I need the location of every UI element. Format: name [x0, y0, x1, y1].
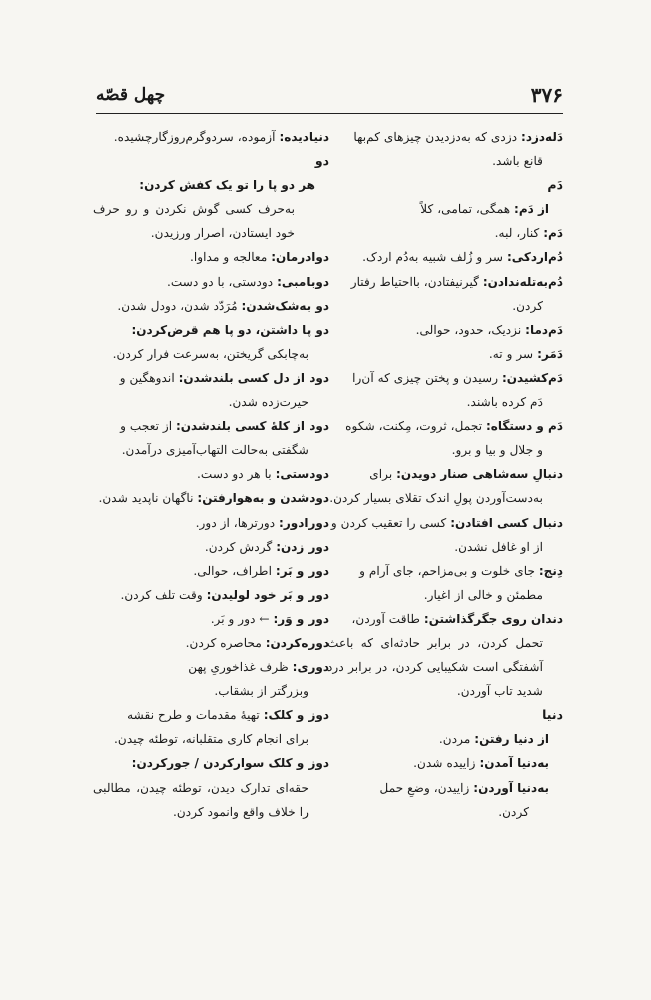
entry-headword: دَم:: [543, 226, 563, 241]
dictionary-entry: [93, 631, 329, 655]
entry-headword: دودشدن و به‌هوارفتن:: [197, 491, 329, 506]
dictionary-entry: [93, 559, 329, 583]
page-number: ۳۷۶: [530, 83, 563, 107]
entry-definition: دودستی، با دو دست.: [166, 274, 278, 289]
dictionary-entry: [93, 270, 329, 294]
entry-headword: دُم‌به‌تله‌ندادن:: [482, 274, 563, 289]
dictionary-entry: [93, 486, 329, 510]
right-column: [327, 125, 563, 824]
entry-headword: دور و وَر:: [273, 611, 329, 626]
entry-definition: تجمل، ثروت، مِکنت، شکوه: [345, 419, 486, 434]
entry-definition: مُرَدّد شدن، دودل شدن.: [117, 298, 242, 313]
dictionary-entry: [93, 607, 329, 631]
entry-headword: دو به‌شک‌شدن:: [241, 298, 329, 313]
entry-headword: دنبالِ سه‌شاهی صنار دویدن:: [396, 467, 563, 482]
dictionary-entry: [93, 366, 329, 414]
dictionary-entry: [327, 318, 563, 342]
entry-definition: ← دور و بَر.: [210, 611, 274, 626]
dictionary-entry: [93, 414, 329, 462]
dictionary-entry: [327, 197, 563, 221]
entry-definition: آزموده، سردوگرم‌روزگارچشیده.: [113, 130, 280, 144]
entry-definition: نزدیک، حدود، حوالی.: [415, 322, 526, 337]
dictionary-entry: [93, 535, 329, 559]
entry-definition: اطراف، حوالی.: [193, 563, 276, 578]
entry-definition: ظرف غذاخوریِ پهن: [188, 660, 293, 675]
dictionary-entry: [327, 414, 563, 462]
dictionary-entry: [327, 511, 563, 559]
dictionary-entry: [327, 751, 563, 775]
entry-definition: معالجه و مداوا.: [190, 250, 272, 265]
dictionary-entry: [93, 173, 329, 245]
dictionary-entry: [93, 511, 329, 535]
entry-definition: دزدی که به‌دزدیدن چیزهای کم‌بها: [353, 130, 522, 144]
dictionary-entry: [93, 245, 329, 269]
entry-headword: دوادرمان:: [271, 250, 329, 265]
entry-definition-continued: مطمئن و خالی از اغیار.: [423, 587, 543, 602]
entry-headword: از دَم:: [514, 202, 549, 217]
dictionary-entry: [327, 776, 563, 824]
entry-definition-continued: وبزرگتر از بشقاب.: [214, 684, 309, 699]
entry-definition-continued: حقه‌ای تدارک دیدن، توطئه چیدن، مطالبی را خلاف واقع وانمود کردن.: [93, 780, 309, 819]
entry-headword: دنبال کسی افتادن:: [450, 515, 563, 530]
entry-definition-continued: دَم کرده باشند.: [466, 395, 543, 410]
entry-definition: زاییدن، وضعِ حمل: [379, 780, 474, 795]
section-heading: دو: [314, 153, 329, 169]
entry-definition: طاقت آوردن،: [351, 611, 424, 626]
entry-definition: اندوهگین و: [119, 370, 179, 385]
entry-definition: با هر دو دست.: [197, 467, 276, 482]
entry-definition-continued: به‌چابکی گریختن، به‌سرعت فرار کردن.: [112, 346, 309, 361]
entry-headword: دودستی:: [275, 467, 329, 482]
entry-headword: دود از کلهٔ کسی بلندشدن:: [176, 419, 329, 434]
page-header: [96, 80, 563, 110]
dictionary-entry: [327, 125, 563, 173]
entry-definition: سر و ته.: [488, 346, 538, 361]
entry-definition-continued: برای انجام کاری متقلبانه، توطئه چیدن.: [114, 732, 309, 747]
entry-headword: دور زدن:: [276, 539, 329, 554]
entry-definition: مردن.: [438, 732, 475, 747]
entry-headword: دور و بَر خود لولیدن:: [206, 587, 329, 602]
entry-headword: به‌دنیا آمدن:: [479, 756, 549, 771]
entry-headword: دور و بَر:: [275, 563, 329, 578]
entry-headword: دوری:: [292, 660, 329, 675]
dictionary-entry: [327, 245, 563, 269]
entry-headword: دَمَر:: [537, 346, 563, 361]
entry-definition: گردش کردن.: [204, 539, 277, 554]
entry-headword: دنیادیده:: [279, 130, 329, 144]
entry-definition: برای: [369, 467, 397, 482]
running-title: چهل قصّه: [96, 85, 166, 105]
entry-headword: دُم‌اردکی:: [506, 250, 563, 265]
dictionary-entry: [327, 607, 563, 703]
entry-definition-continued: شگفتی به‌حالت التهاب‌آمیزی درآمدن.: [121, 443, 309, 458]
entry-definition: سر و زُلف شبیه به‌دُم اردک.: [362, 250, 507, 265]
entry-definition-continued: حیرت‌زده شدن.: [228, 395, 309, 410]
entry-headword: از دنیا رفتن:: [474, 732, 549, 747]
entry-definition: کسی را تعقیب کردن و: [330, 515, 451, 530]
dictionary-entry: [327, 727, 563, 751]
entry-definition: محاصره کردن.: [185, 635, 266, 650]
entry-definition: ناگهان ناپدید شدن.: [98, 491, 198, 506]
dictionary-entry: [93, 318, 329, 366]
dictionary-entry: [93, 462, 329, 486]
entry-definition-continued: کردن.: [498, 804, 529, 819]
entry-definition-continued: تحمل کردن، در برابر حادثه‌ای که باعث آشفتگی است شکیبایی کردن، در برابر درد شدید تاب آوردن.: [327, 635, 543, 699]
dictionary-entry: [93, 583, 329, 607]
dictionary-entry: [93, 294, 329, 318]
dictionary-entry: [93, 655, 329, 703]
header-rule: [96, 113, 563, 114]
entry-headword: دو پا داشتن، دو پا هم قرض‌کردن:: [131, 322, 329, 337]
entry-headword: دود از دل کسی بلندشدن:: [178, 370, 329, 385]
entry-definition-continued: کردن.: [512, 298, 543, 313]
entry-headword: دَم‌دما:: [525, 322, 563, 337]
dictionary-entry: [327, 221, 563, 245]
dictionary-entry: [93, 703, 329, 751]
entry-headword: به‌دنیا آوردن:: [473, 780, 549, 795]
section-heading: دنیا: [542, 707, 563, 723]
entry-definition: کنار، لبه.: [494, 226, 544, 241]
dictionary-entry: [93, 751, 329, 823]
dictionary-entry: [93, 125, 329, 149]
dictionary-entry: [327, 559, 563, 607]
entry-definition-continued: به‌حرف کسی گوش نکردن و رو حرف خود ایستادن، اصرار ورزیدن.: [93, 202, 295, 241]
entry-headword: دوبامبی:: [277, 274, 329, 289]
section-heading: دَم: [547, 177, 563, 193]
entry-definition-continued: قانع باشد.: [492, 154, 543, 169]
dictionary-entry: [327, 342, 563, 366]
entry-definition: همگی، تمامی، کلاً: [420, 202, 515, 217]
entry-headword: دوز و کلک:: [263, 708, 329, 723]
entry-headword: دَم و دستگاه:: [486, 419, 563, 434]
entry-definition-continued: به‌دست‌آوردن پولِ اندک تقلای بسیار کردن.: [329, 491, 543, 506]
entry-headword: هر دو پا را تو یک کفش کردن:: [139, 178, 315, 193]
entry-definition: جای خلوت و بی‌مزاحم، جای آرام و: [359, 563, 539, 578]
entry-definition: رسیدن و پختن چیزی که آن‌را: [352, 370, 502, 385]
entry-definition: زاییده شدن.: [413, 756, 480, 771]
entry-definition: گیرنیفتادن، بااحتیاط رفتار: [350, 274, 483, 289]
entry-definition-continued: و جلال و بیا و برو.: [451, 443, 543, 458]
dictionary-entry: [327, 366, 563, 414]
entry-headword: دَله‌دزد:: [521, 130, 563, 144]
entry-headword: دِنج:: [538, 563, 563, 578]
entry-definition: دورترها، از دور.: [195, 515, 280, 530]
left-column: [93, 125, 329, 824]
entry-definition: از تعجب و: [120, 419, 176, 434]
dictionary-entry: [327, 462, 563, 510]
entry-headword: دوز و کلک سوارکردن / جورکردن:: [131, 756, 329, 771]
entry-definition: وقت تلف کردن.: [120, 587, 207, 602]
entry-headword: دَم‌کشیدن:: [501, 370, 563, 385]
entry-headword: دورادور:: [279, 515, 329, 530]
entry-headword: دوره‌کردن:: [265, 635, 329, 650]
dictionary-entry: [327, 270, 563, 318]
entry-headword: دندان روی جگرگذاشتن:: [423, 611, 563, 626]
entry-definition-continued: از او غافل نشدن.: [454, 539, 543, 554]
entry-definition: تهیهٔ مقدمات و طرح نقشه: [127, 708, 264, 723]
